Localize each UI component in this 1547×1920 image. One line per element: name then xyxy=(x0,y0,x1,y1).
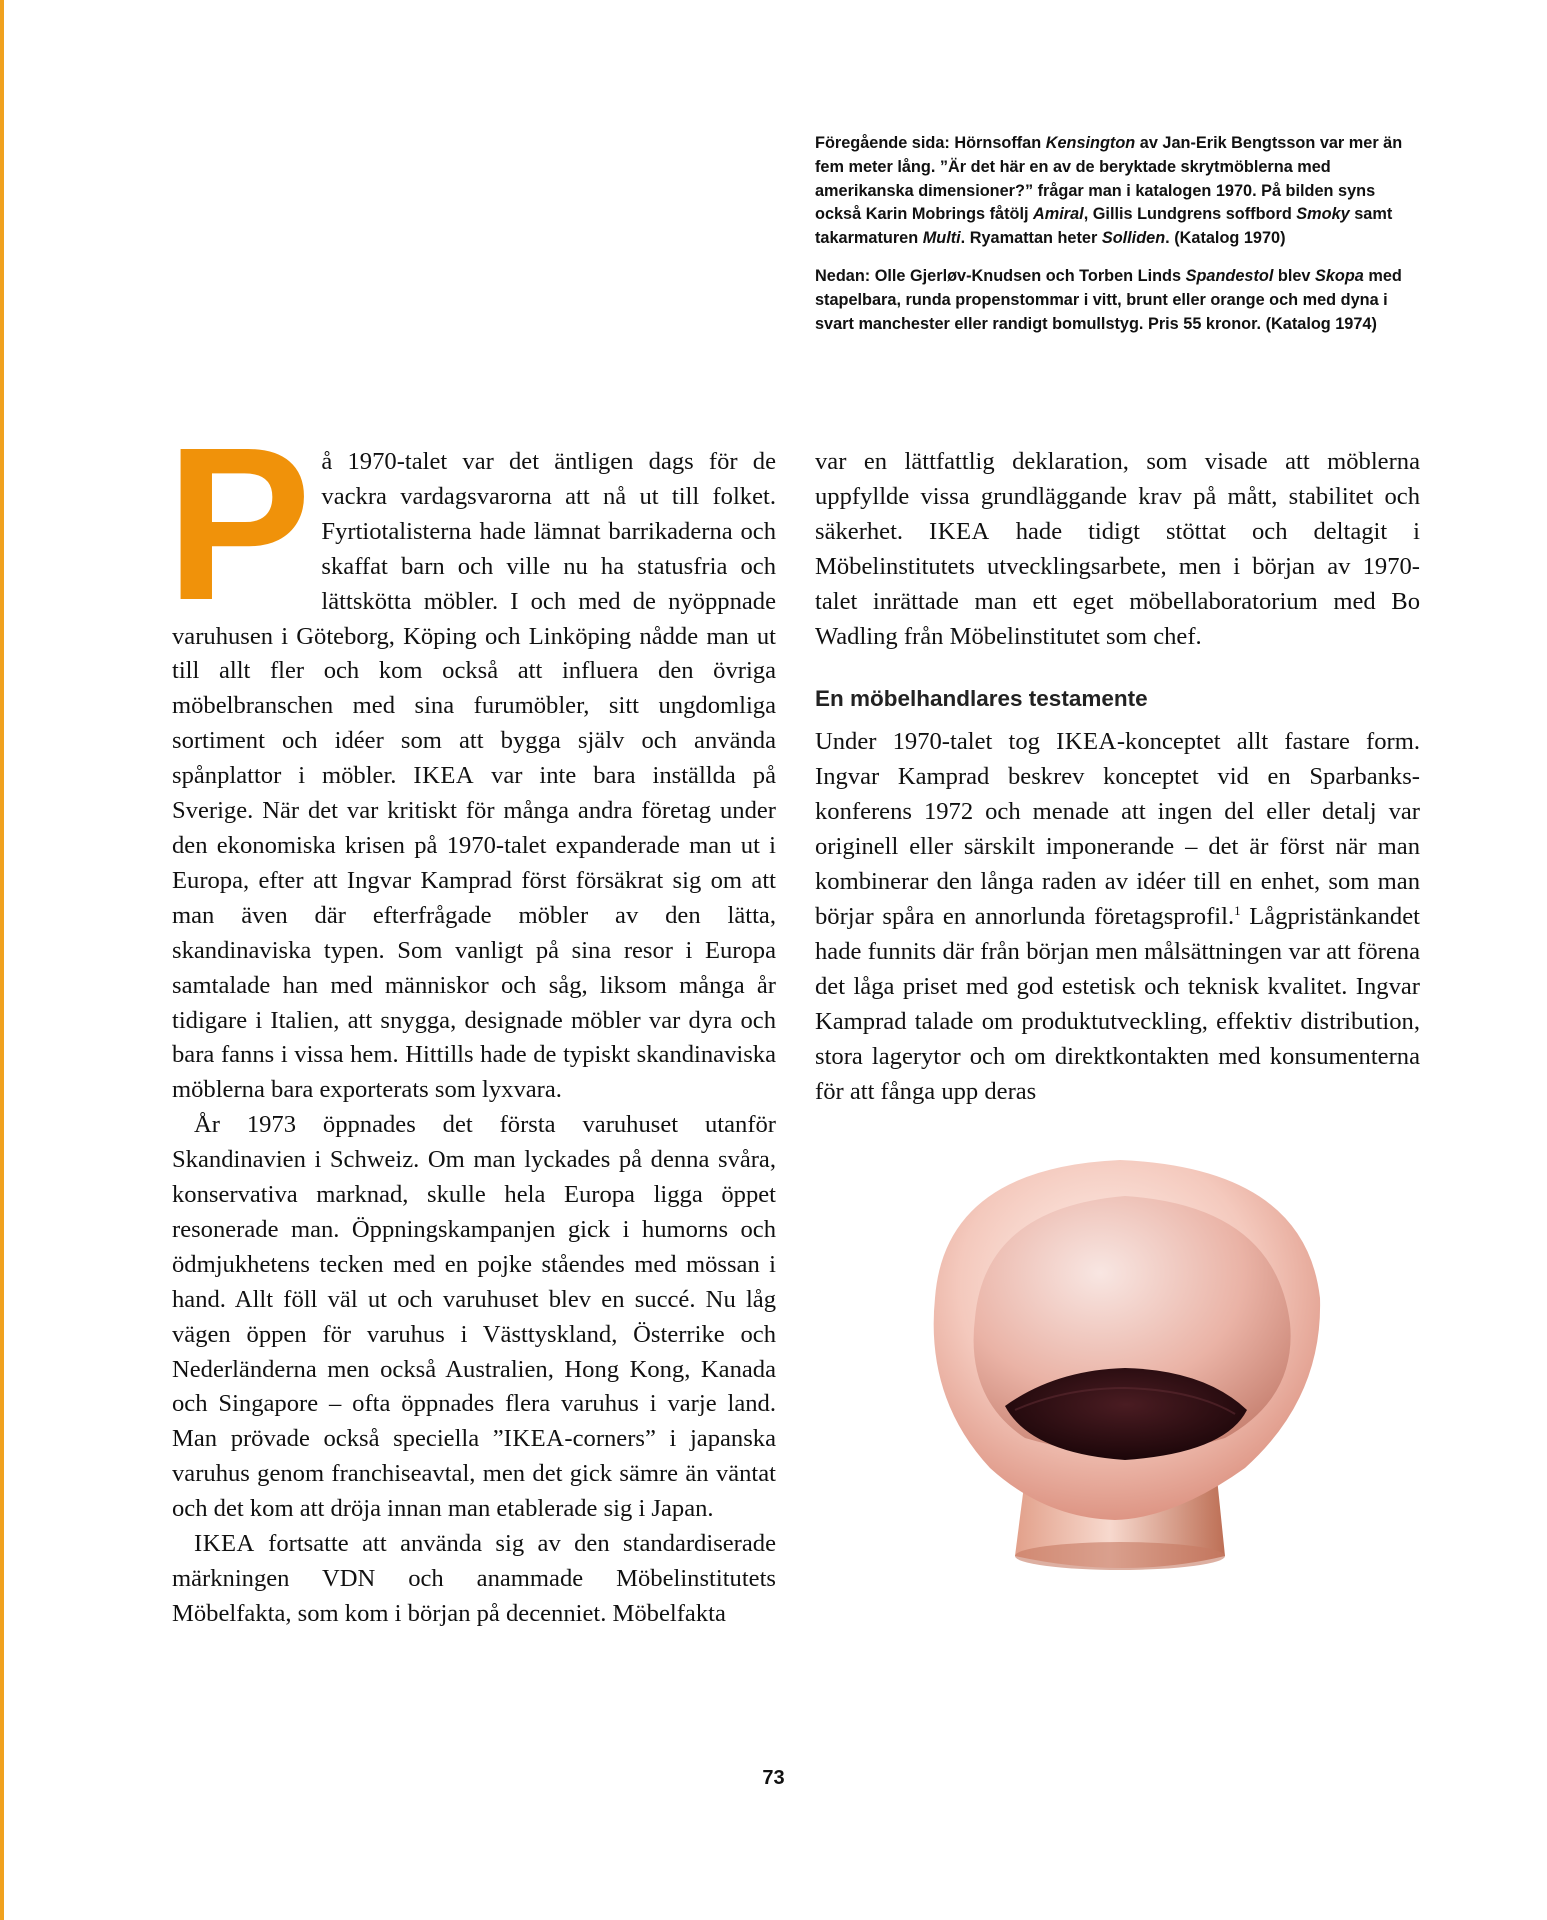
body-paragraph: På 1970-talet var det äntligen dags för de vackra vardagsvarorna att nå ut till folket. Fyrtiotalisterna hade lämnat barrikaderna och skaffat barn och ville nu ha statusfria och lättskötta möbler. I och med de nyöppnade varuhusen i Göteborg, Köping och Linköping nådde man ut till allt fler och kom också att influera den övriga möbelbranschen med sina furumöbler, sitt ungdomliga sortiment och idéer som att bygga själv och använda spånplattor i möbler. IKEA var inte bara inställda på Sverige. När det var kritiskt för många andra företag under den ekonomiska krisen på 1970-talet expanderade man ut i Europa, efter att Ingvar Kamprad först försäkrat sig om att man även där efterfrågade möbler av den lätta, skandinaviska typen. Som vanligt på sina resor i Europa samtalade han med människor och såg, liksom många år tidigare i Italien, att snygga, designade möbler var dyra och bara fanns i vissa hem. Hittills hade de typiskt skandinaviska möblerna bara exporterats som lyxvara. xyxy=(166,403,776,1104)
body-paragraph: År 1973 öppnades det första varuhuset utanför Skandinavien i Schweiz. Om man lyckades på denna svåra, konservativa marknad, skulle hela Europa ligga öppet resonerade man. Öppningskampanjen gick i humorns och ödmjukhetens tecken med en pojke ståendes med mössan i hand. Allt föll väl ut och varuhuset blev en succé. Nu låg vägen öppen för varuhus i Västtyskland, Österrike och Nederländerna men också Australien, Hong Kong, Kanada och Singapore – ofta öppnades flera varuhus i varje land. Man prövade också speciella ”IKEA-corners” i japanska varuhus genom franchiseavtal, men det gick sämre än väntat och det kom att dröja innan man etablerade sig i Japan. xyxy=(172,1111,776,1523)
caption-previous-page: Föregående sida: Hörnsoffan Kensington av Jan-Erik Bengtsson var mer än fem meter lång. ”Är det här en av de beryktade skrytmöblerna med amerikanska dimensioner?” frågar man i katalogen 1970. På bilden syns också Karin Mobrings fåtölj Amiral, Gillis Lundgrens soffbord Smoky samt takarmaturen Multi. Ryamattan heter Solliden. (Katalog 1970) xyxy=(815,134,1403,248)
page-number: 73 xyxy=(762,1767,785,1789)
chair-photo xyxy=(905,1148,1345,1578)
page-edge-rule xyxy=(0,0,4,1920)
caption-below: Nedan: Olle Gjerløv-Knudsen och Torben Linds Spandestol blev Skopa med stapelbara, runda propenstommar i vitt, brunt eller orange och med dyna i svart manchester eller randigt bomullstyg. Pris 55 kronor. (Katalog 1974) xyxy=(815,266,1402,333)
body-paragraph: var en lättfattlig deklaration, som visade att möblerna uppfyllde vissa grundläggande krav på mått, stabilitet och säkerhet. IKEA hade tidigt stöttat och deltagit i Möbelinstitutets utvecklingsarbete, men i början av 1970-talet inrättade man ett eget möbellaboratorium med Bo Wadling från Möbelinstitutet som chef. xyxy=(815,448,1420,650)
body-paragraph: IKEA fortsatte att använda sig av den standardiserade märkningen VDN och anammade Möbelinstitutets Möbelfakta, som kom i början på decenniet. Möbelfakta xyxy=(172,1530,776,1627)
body-column-right xyxy=(815,445,1420,1109)
body-paragraph: Under 1970-talet tog IKEA-konceptet allt fastare form. Ingvar Kamprad beskrev konceptet vid en Sparbanks-konferens 1972 och menade att ingen del eller detalj var originell eller särskilt imponerande – det är först när man kombinerar den långa raden av idéer till en enhet, som man börjar spåra en annorlunda företagsprofil.$^1$ Lågpristänkandet hade funnits där från början men målsättningen var att förena det låga priset med god estetisk och teknisk kvalitet. Ingvar Kamprad talade om produktutveckling, effektiv distribution, stora lagerytor och om direktkontakten med konsumenterna för att fånga upp deras xyxy=(815,728,1420,1105)
footnote-reference: 1 xyxy=(1234,902,1241,918)
section-heading: En möbelhandlares testamente xyxy=(815,686,1148,712)
image-caption xyxy=(815,132,1415,350)
drop-cap: P xyxy=(166,403,308,646)
body-column-left xyxy=(166,403,776,1632)
